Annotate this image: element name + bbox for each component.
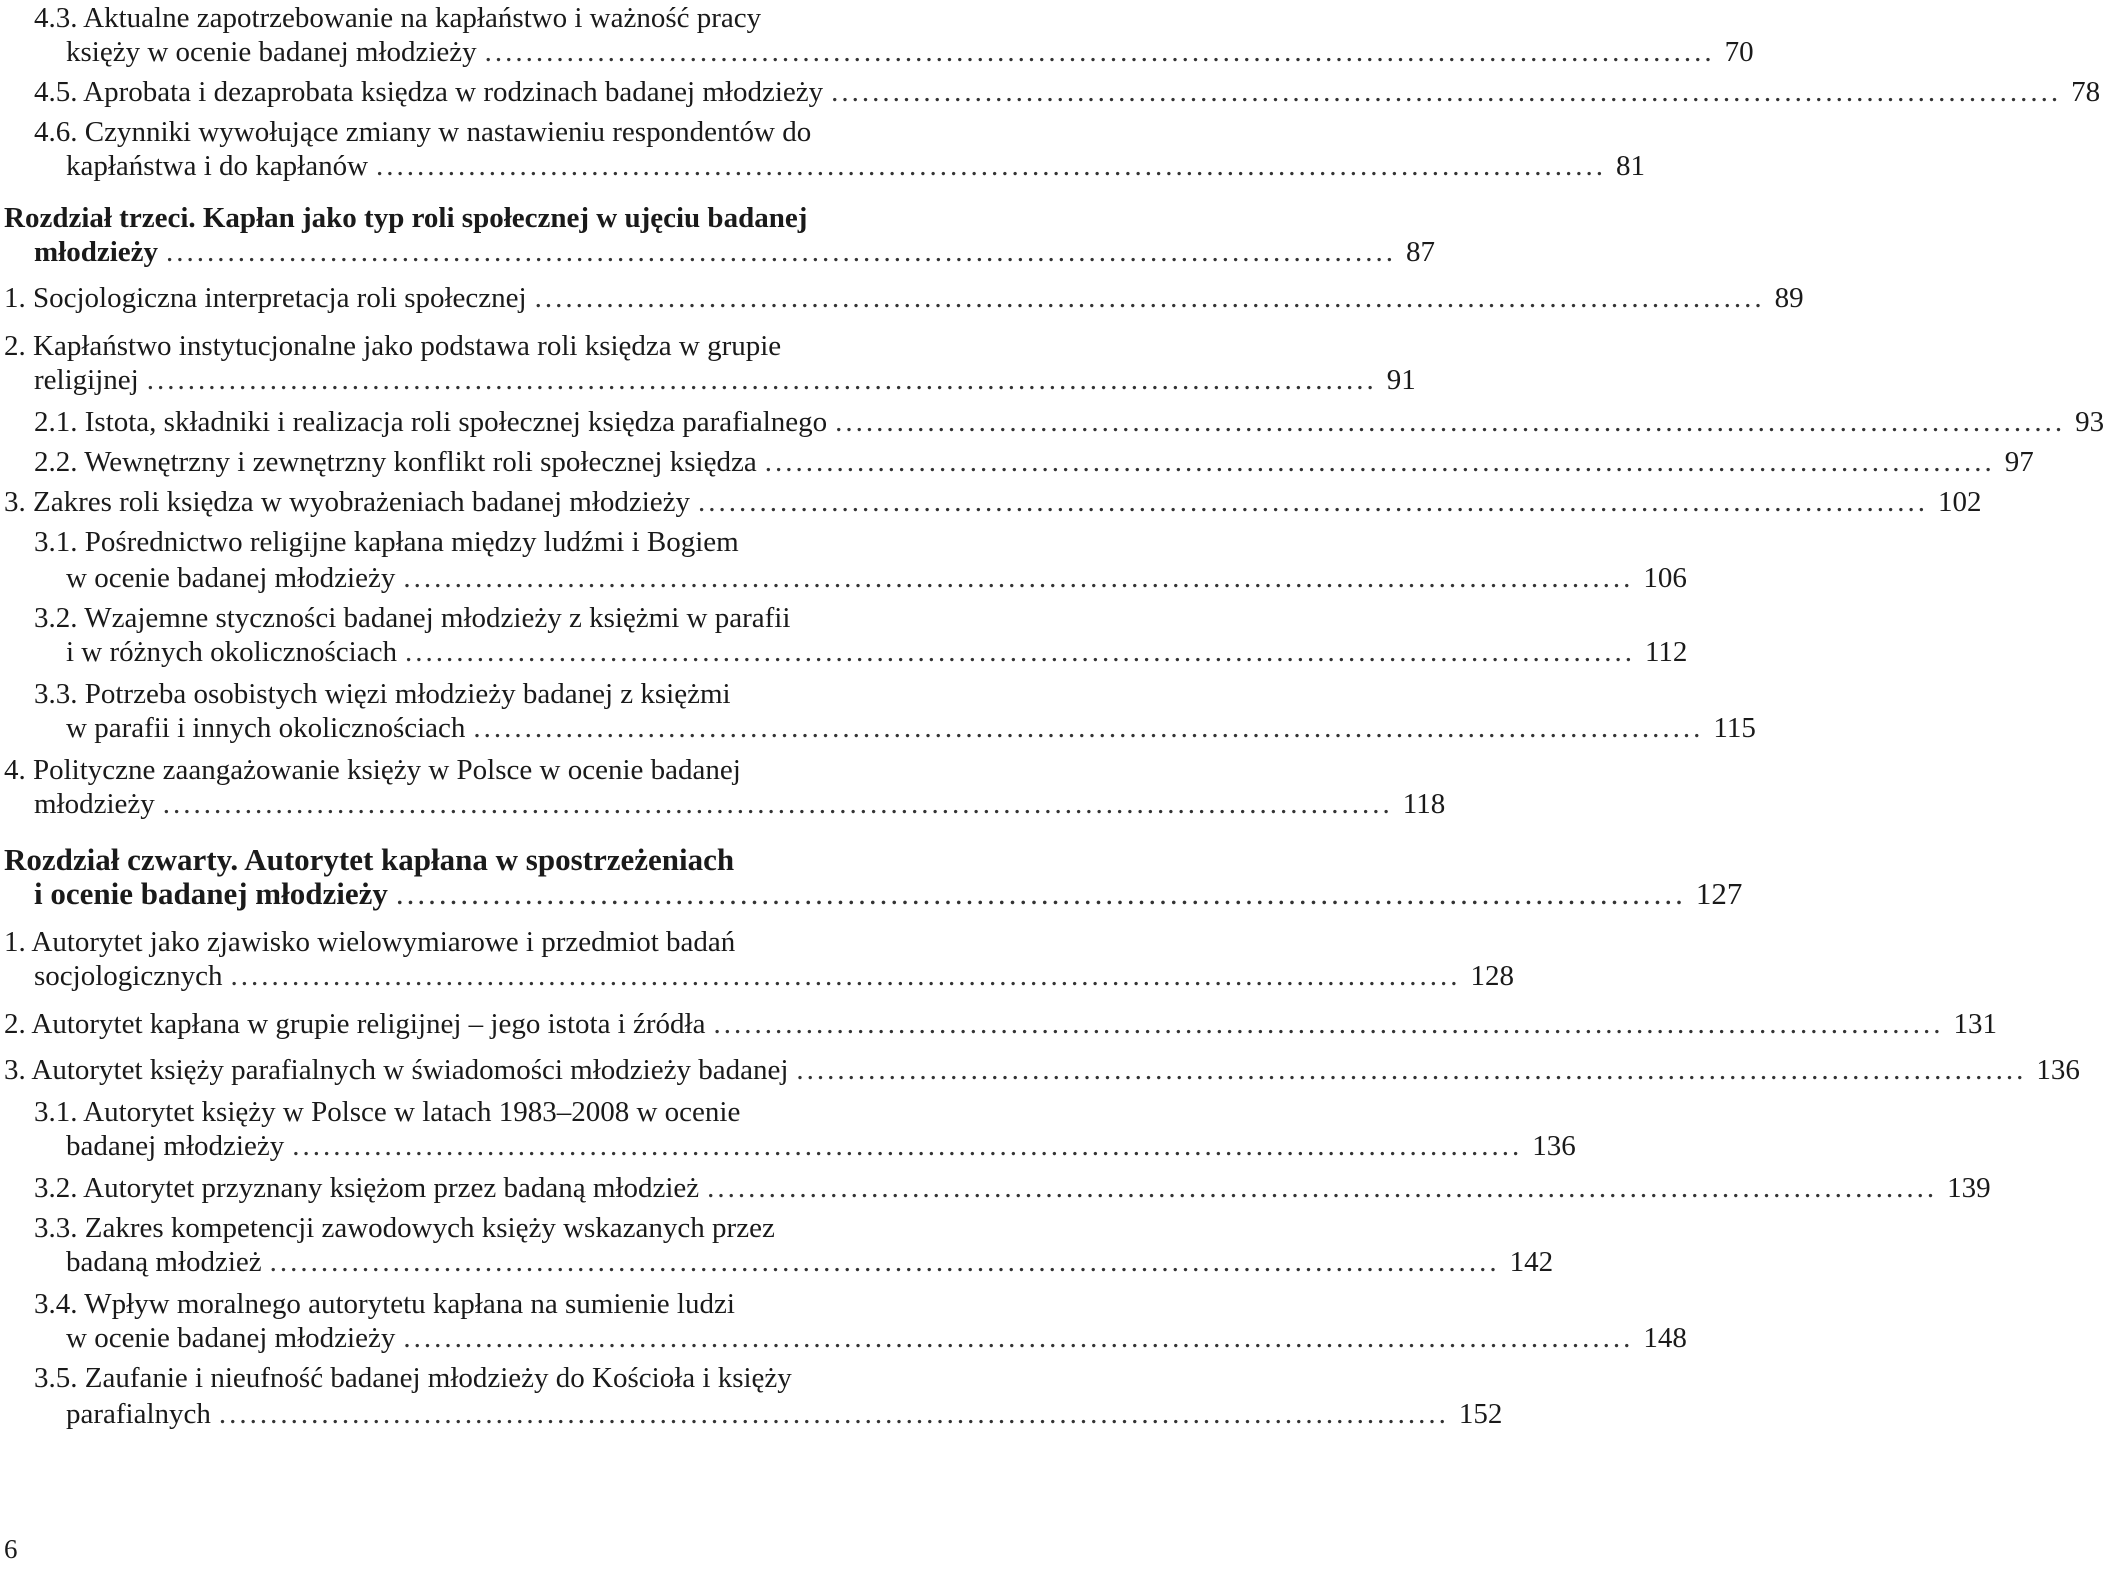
toc-page-number: 139 — [1947, 1172, 1991, 1204]
dot-leader: ........................................................................................................................ — [473, 712, 1704, 744]
toc-entry-text: 3.1. Pośrednictwo religijne kapłana między ludźmi i Bogiem — [34, 526, 739, 558]
toc-chapter-title: i ocenie badanej młodzieży — [34, 876, 388, 911]
dot-leader: ........................................................................................................................ — [146, 364, 1377, 396]
dot-leader: ........................................................................................................................ — [713, 1008, 1944, 1040]
toc-page-number: 81 — [1616, 150, 1646, 182]
toc-entry-text: 1. Socjologiczna interpretacja roli społecznej — [4, 282, 527, 314]
dot-leader: ........................................................................................................................ — [835, 406, 2066, 438]
toc-entry-text: 3. Zakres roli księdza w wyobrażeniach badanej młodzieży — [4, 486, 691, 518]
toc-entry-text: 4.6. Czynniki wywołujące zmiany w nastawieniu respondentów do — [34, 116, 812, 148]
dot-leader: ........................................................................................................................ — [162, 788, 1393, 820]
toc-entry-text: 2.1. Istota, składniki i realizacja roli społecznej księdza parafialnego — [34, 406, 828, 438]
toc-entry-text: 2.2. Wewnętrzny i zewnętrzny konflikt roli społecznej księdza — [34, 446, 757, 478]
toc-entry-text: młodzieży — [34, 788, 155, 820]
dot-leader: ........................................................................................................................ — [269, 1246, 1500, 1278]
dot-leader: ........................................................................................................................ — [831, 76, 2062, 108]
dot-leader: ........................................................................................................................ — [698, 486, 1929, 518]
page-number: 6 — [4, 1534, 18, 1564]
toc-chapter-title: młodzieży — [34, 236, 159, 268]
dot-leader: ........................................................................................................................ — [764, 446, 1995, 478]
toc-page-number: 142 — [1509, 1246, 1554, 1278]
toc-page-number: 106 — [1643, 562, 1687, 594]
toc-entry-text: w ocenie badanej młodzieży — [66, 562, 396, 594]
dot-leader: ........................................................................................................................ — [707, 1172, 1938, 1204]
toc-entry-text: socjologicznych — [34, 960, 223, 992]
toc-entry-text: w parafii i innych okolicznościach — [66, 712, 466, 744]
toc-entry-text: 2. Autorytet kapłana w grupie religijnej – jego istota i źródła — [4, 1008, 706, 1040]
toc-entry-text: 3.3. Potrzeba osobistych więzi młodzieży badanej z księżmi — [34, 678, 731, 710]
toc-entry-text: 3.3. Zakres kompetencji zawodowych księży wskazanych przez — [34, 1212, 775, 1244]
dot-leader: ........................................................................................................................ — [166, 236, 1397, 268]
toc-page-number: 152 — [1458, 1398, 1503, 1430]
dot-leader: ........................................................................................................................ — [404, 636, 1635, 668]
toc-entry-text: parafialnych — [66, 1398, 211, 1430]
toc-entry-text: księży w ocenie badanej młodzieży — [66, 36, 477, 68]
dot-leader: ........................................................................................................................ — [403, 562, 1634, 594]
toc-page-number: 93 — [2075, 406, 2104, 438]
toc-entry-text: religijnej — [34, 364, 139, 396]
dot-leader: ........................................................................................................................ — [218, 1398, 1449, 1430]
toc-page-number: 89 — [1774, 282, 1804, 314]
dot-leader: ........................................................................................................................ — [796, 1054, 2027, 1086]
toc-page-number: 136 — [2036, 1054, 2080, 1086]
dot-leader: ........................................................................................................................ — [534, 282, 1765, 314]
toc-page-number: 128 — [1470, 960, 1514, 992]
toc-entry-text: 3.1. Autorytet księży w Polsce w latach 1983–2008 w ocenie — [34, 1096, 741, 1128]
toc-page-number: 136 — [1532, 1130, 1576, 1162]
dot-leader: ........................................................................................................................ — [292, 1130, 1523, 1162]
toc-page-number: 148 — [1643, 1322, 1687, 1354]
toc-entry-text: 2. Kapłaństwo instytucjonalne jako podstawa roli księdza w grupie — [4, 330, 782, 362]
toc-entry-text: badanej młodzieży — [66, 1130, 285, 1162]
toc-page-number: 87 — [1406, 236, 1436, 268]
toc-entry-text: 4.3. Aktualne zapotrzebowanie na kapłaństwo i ważność pracy — [34, 2, 762, 34]
toc-page-number: 127 — [1695, 876, 1743, 911]
toc-page-number: 102 — [1938, 486, 1982, 518]
toc-entry-text: 4. Polityczne zaangażowanie księży w Polsce w ocenie badanej — [4, 754, 741, 786]
toc-entry-text: 3.5. Zaufanie i nieufność badanej młodzieży do Kościoła i księży — [34, 1362, 792, 1394]
toc-entry-text: 3.2. Wzajemne styczności badanej młodzieży z księżmi w parafii — [34, 602, 791, 634]
toc-page-number: 118 — [1402, 788, 1446, 820]
toc-entry-text: badaną młodzież — [66, 1246, 262, 1278]
toc-chapter-title: Rozdział czwarty. Autorytet kapłana w spostrzeżeniach — [4, 842, 735, 877]
dot-leader: ........................................................................................................................ — [395, 876, 1686, 911]
dot-leader: ........................................................................................................................ — [230, 960, 1461, 992]
dot-leader: ........................................................................................................................ — [403, 1322, 1634, 1354]
toc-entry-text: 1. Autorytet jako zjawisko wielowymiarowe i przedmiot badań — [4, 926, 736, 958]
toc-entry-text: 3.4. Wpływ moralnego autorytetu kapłana na sumienie ludzi — [34, 1288, 735, 1320]
toc-entry-text: kapłaństwa i do kapłanów — [66, 150, 369, 182]
toc-entry-text: 3. Autorytet księży parafialnych w świadomości młodzieży badanej — [4, 1054, 789, 1086]
toc-page-number: 112 — [1644, 636, 1688, 668]
toc-entry-text: 4.5. Aprobata i dezaprobata księdza w rodzinach badanej młodzieży — [34, 76, 824, 108]
dot-leader: ........................................................................................................................ — [376, 150, 1607, 182]
toc-page-number: 115 — [1713, 712, 1756, 744]
toc-page-number: 131 — [1953, 1008, 1997, 1040]
toc-page-number: 91 — [1386, 364, 1416, 396]
toc-page-number: 70 — [1724, 36, 1754, 68]
toc-entry-text: w ocenie badanej młodzieży — [66, 1322, 396, 1354]
toc-page-number: 78 — [2071, 76, 2101, 108]
toc-entry-text: i w różnych okolicznościach — [66, 636, 397, 668]
dot-leader: ........................................................................................................................ — [484, 36, 1715, 68]
toc-entry-text: 3.2. Autorytet przyznany księżom przez badaną młodzież — [34, 1172, 700, 1204]
toc-page-number: 97 — [2004, 446, 2034, 478]
toc-chapter-title: Rozdział trzeci. Kapłan jako typ roli społecznej w ujęciu badanej — [4, 202, 808, 234]
